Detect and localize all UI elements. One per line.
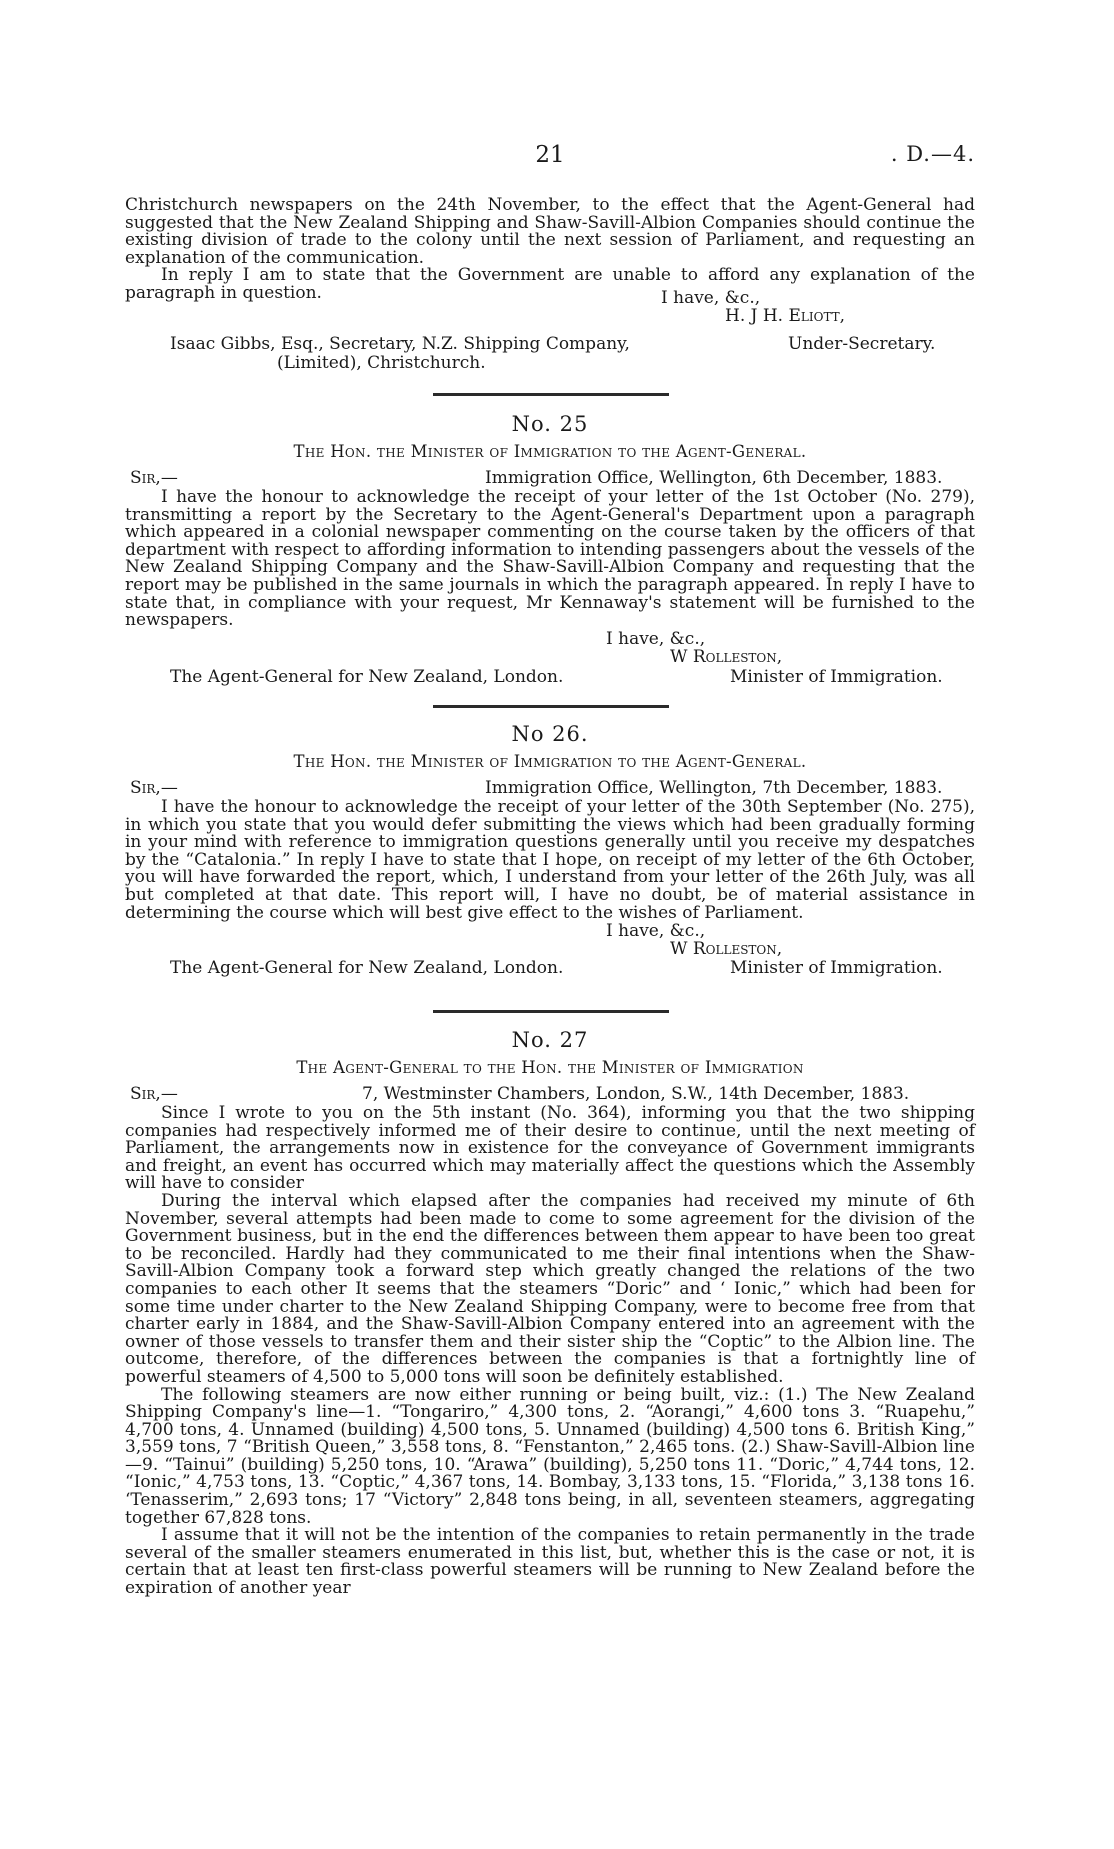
letter-24-signature: H. J H. Eliott, <box>725 306 846 326</box>
letter-25-signature: W Rolleston, <box>670 647 783 667</box>
letter-24-paragraph-2: In reply I am to state that the Government are unable to afford any explanation of the paragraph in question. <box>125 265 975 303</box>
letter-25-body-block <box>125 489 975 630</box>
letter-26-body: I have the honour to acknowledge the receipt of your letter of the 30th September (No. 275), in which you state that you would defer submitting the views which had been gradually forming in your mind with reference to immigration questions generally until you receive my despatches by the “Catalonia.” In reply I have to state that I hope, on receipt of my letter of the 6th October, you will have forwarded the report, which, I understand from your letter of the 26th July, was all but completed at that date. This report will, I have no doubt, be of material assistance in determining the course which will best give effect to the wishes of Parliament. <box>125 797 975 923</box>
page-header <box>125 142 975 174</box>
letter-24-paragraph-1: Christchurch newspapers on the 24th November, to the effect that the Agent-General had suggested that the New Zealand Shipping and Shaw-Savill-Albion Companies should continue the existing division of trade to the colony until the next session of Parliament, and requesting an explanation of the communication. <box>125 195 975 268</box>
letter-27-dateline: 7, Westminster Chambers, London, S.W., 14th December, 1883. <box>362 1084 910 1104</box>
letter-27-body-block <box>125 1105 975 1598</box>
letter-26-number: No 26. <box>511 722 589 746</box>
letter-25-signature-title: Minister of Immigration. <box>730 667 943 687</box>
letter-24-closing: I have, &c., <box>661 288 761 308</box>
letter-27-paragraph-3: The following steamers are now either running or being built, viz.: (1.) The New Zealand Shipping Company's line—1. “Tongariro,” 4,300 tons, 2. “Aorangi,” 4,600 tons 3. “Ruapehu,” 4,700 tons, 4. Unnamed (building) 4,500 tons, 5. Unnamed (building) 4,500 tons 6. British King,” 3,559 tons, 7 “British Queen,” 3,558 tons, 8. “Fenstanton,” 2,465 tons. (2.) Shaw-Savill-Albion line—9. “Tainui” (building) 5,250 tons, 10. “Arawa” (building), 5,250 tons 11. “Doric,” 4,744 tons, 12. “Ionic,” 4,753 tons, 13. “Coptic,” 4,367 tons, 14. Bombay, 3,133 tons, 15. “Florida,” 3,138 tons 16. ‘Tenasserim,” 2,693 tons; 17 “Victory” 2,848 tons being, in all, seventeen steamers, aggregating together 67,828 tons. <box>125 1384 975 1528</box>
letter-27-number: No. 27 <box>511 1028 589 1052</box>
letter-26-signature-title: Minister of Immigration. <box>730 958 943 978</box>
section-divider-2 <box>433 705 669 708</box>
letter-26-signature: W Rolleston, <box>670 939 783 959</box>
letter-24-addressee-line-1: Isaac Gibbs, Esq., Secretary, N.Z. Shipping Company, <box>170 334 630 354</box>
letter-26-body-block <box>125 799 975 922</box>
document-reference: . D.—4. <box>890 142 975 166</box>
letter-25-closing: I have, &c., <box>606 629 706 649</box>
page-number: 21 <box>535 142 565 168</box>
letter-25-salutation: Sir,— <box>130 468 178 488</box>
letter-24-addressee-line-2: (Limited), Christchurch. <box>277 353 486 373</box>
letter-25-dateline: Immigration Office, Wellington, 6th December, 1883. <box>485 468 943 488</box>
letter-24-continuation <box>125 197 975 303</box>
letter-25-title: The Hon. the Minister of Immigration to the Agent-General. <box>293 442 807 461</box>
letter-25-addressee: The Agent-General for New Zealand, London. <box>170 667 564 687</box>
letter-27-paragraph-1: Since I wrote to you on the 5th instant (No. 364), informing you that the two shipping companies had respectively informed me of their desire to continue, until the next meeting of Parliament, the arrangements now in existence for the conveyance of Government immigrants and freight, an event has occurred which may materially affect the questions which the Assembly will have to consider <box>125 1103 975 1194</box>
letter-27-paragraph-4: I assume that it will not be the intention of the companies to retain permanently in the trade several of the smaller steamers enumerated in this list, but, whether this is the case or not, it is certain that at least ten first-class powerful steamers will be running to New Zealand before the expiration of another year <box>125 1525 975 1599</box>
letter-27-paragraph-2: During the interval which elapsed after the companies had received my minute of 6th November, several attempts had been made to come to some agreement for the division of the Government business, but in the end the differences between them appear to have been too great to be reconciled. Hardly had they communicated to me their final intentions when the Shaw-Savill-Albion Company took a forward step which greatly changed the relations of the two companies to each other It seems that the steamers “Doric” and ‘ Ionic,” which had been for some time under charter to the New Zealand Shipping Company, were to become free from that charter early in 1884, and the Shaw-Savill-Albion Company entered into an agreement with the owner of those vessels to transfer them and their sister ship the “Coptic” to the Albion line. The outcome, therefore, of the differences between the companies is that a fortnightly line of powerful steamers of 4,500 to 5,000 tons will soon be definitely established. <box>125 1190 975 1387</box>
letter-26-salutation: Sir,— <box>130 778 178 798</box>
letter-26-closing: I have, &c., <box>606 921 706 941</box>
letter-25-number: No. 25 <box>511 412 589 436</box>
letter-27-title: The Agent-General to the Hon. the Minister of Immigration <box>296 1058 804 1077</box>
letter-24-signature-title: Under-Secretary. <box>788 334 936 354</box>
letter-25-body: I have the honour to acknowledge the receipt of your letter of the 1st October (No. 279), transmitting a report by the Secretary to the Agent-General's Department upon a paragraph which appeared in a colonial newspaper commenting on the course taken by the officers of that department with respect to affording information to intending passengers about the vessels of the New Zealand Shipping Company and the Shaw-Savill-Albion Company and requesting that the report may be published in the same journals in which the paragraph appeared. In reply I have to state that, in compliance with your request, Mr Kennaway's statement will be furnished to the newspapers. <box>125 487 975 631</box>
letter-26-addressee: The Agent-General for New Zealand, London. <box>170 958 564 978</box>
letter-26-dateline: Immigration Office, Wellington, 7th December, 1883. <box>485 778 943 798</box>
section-divider-3 <box>433 1010 669 1013</box>
section-divider-1 <box>433 393 669 396</box>
letter-26-title: The Hon. the Minister of Immigration to the Agent-General. <box>293 752 807 771</box>
letter-27-salutation: Sir,— <box>130 1084 178 1104</box>
